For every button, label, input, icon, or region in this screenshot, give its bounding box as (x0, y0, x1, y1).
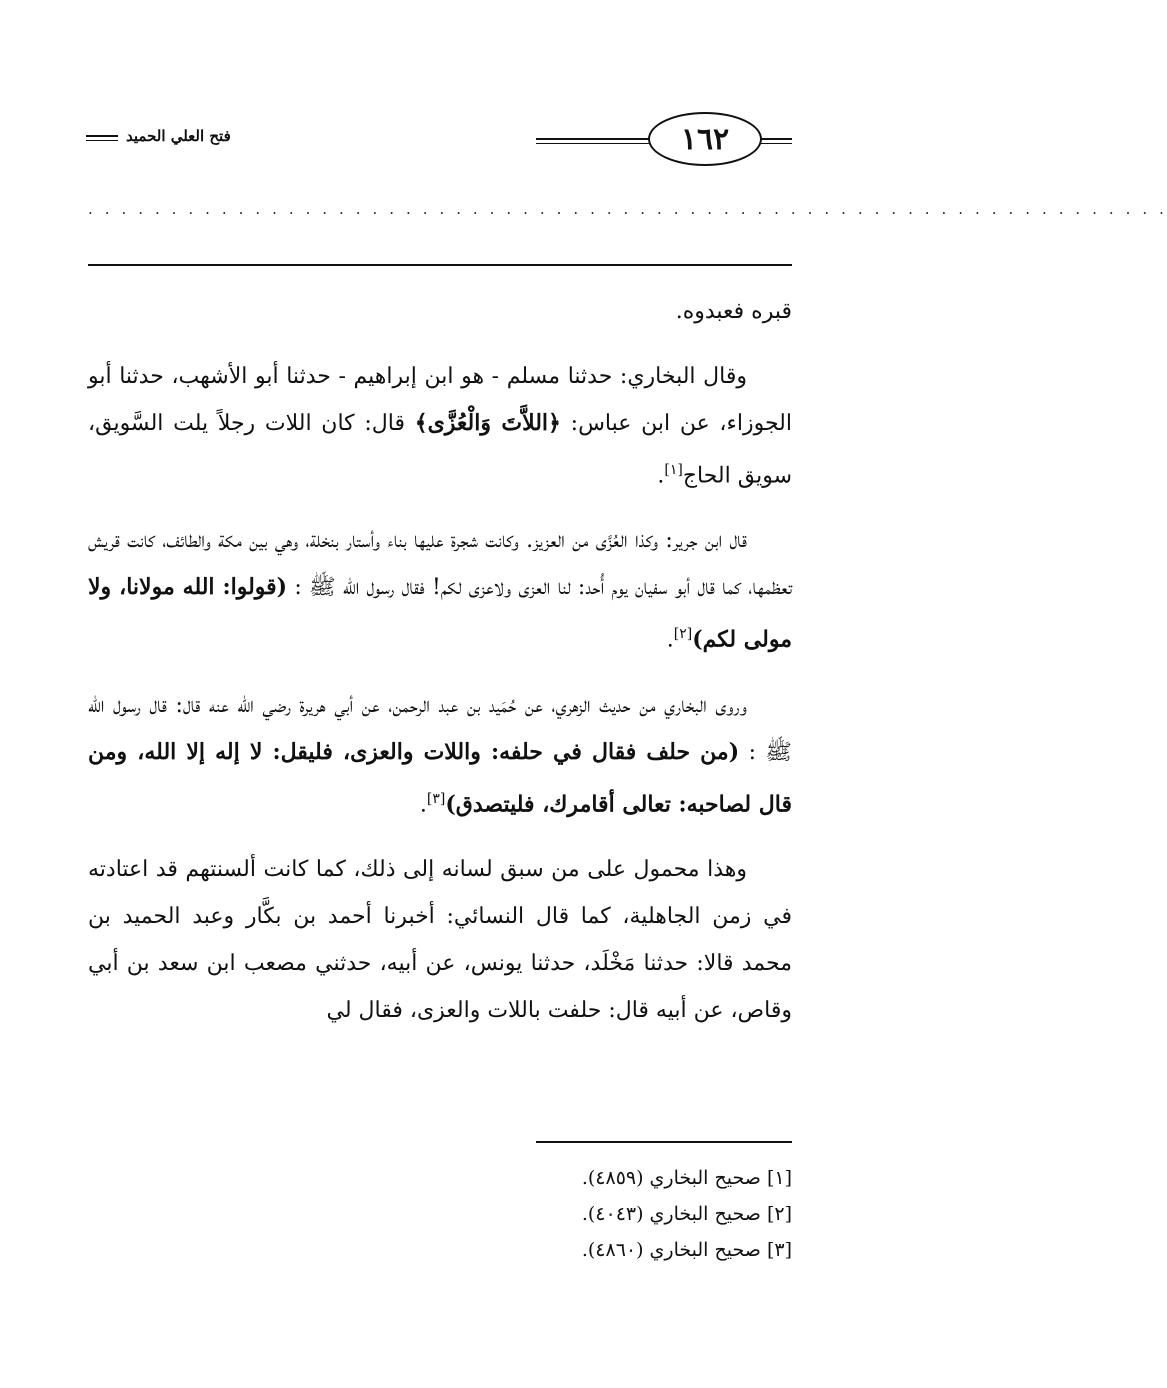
footnote-ref-1[interactable]: [١] (664, 462, 683, 478)
page-number: ١٦٢ (648, 112, 762, 166)
footnote-2: [٢] صحيح البخاري (٤٠٤٣). (581, 1203, 792, 1225)
paragraph-5-text: وهذا محمول على من سبق لسانه إلى ذلك، كما كانت ألسنتهم قد اعتادته في زمن الجاهلية، كما قال النسائي: أخبرنا أحمد بن بكَّار وعبد الحميد بن محمد قالا: حدثنا مَخْلَد، حدثنا يونس، عن أبيه، حدثني مصعب ابن سعد بن أبي وقاص، عن أبيه قال: حلفت باللات والعزى، فقال لي (88, 856, 792, 1023)
footnote-ref-2[interactable]: [٢] (673, 626, 693, 643)
paragraph-4 (88, 682, 792, 828)
paragraph-1-text: قبره فعبدوه. (675, 299, 792, 324)
paragraph-2-text-b: قال: كان اللات رجلاً يلت السَّويق، سويق الحاج (88, 411, 792, 489)
top-rule (88, 264, 792, 266)
paragraph-5 (88, 846, 792, 1034)
footnote-rule (536, 1141, 792, 1143)
paragraph-3-text-a: قال ابن جرير: وكذا العُزَّى من العزيز. وكانت شجرة عليها بناء وأستار بنخلة، وهي بين مكة والطائف، كانت قريش تعظمها، كما قال أبو سفيان يوم أُحد: لنا العزى ولاعزى لكم! فقال رسول الله ﷺ : (88, 528, 792, 601)
paragraph-4-end: . (419, 791, 427, 817)
paragraph-3 (88, 517, 792, 663)
hadith-quote-1: (قولوا: الله مولانا، ولا مولى لكم) (88, 574, 792, 653)
footnote-ref-3[interactable]: [٣] (426, 790, 446, 807)
main-text (88, 288, 792, 1052)
paragraph-2-text-a: وقال البخاري: حدثنا مسلم - هو ابن إبراهيم - حدثنا أبو الأشهب، حدثنا أبو الجوزاء، عن ابن عباس: (88, 364, 792, 436)
paragraph-3-end: . (666, 627, 674, 653)
quran-quote: ﴿اللاَّتَ وَالْعُزَّى﴾ (414, 410, 561, 436)
book-title: فتح العلي الحميد (126, 127, 231, 145)
paragraph-4-text-a: وروى البخاري من حديث الزهري، عن حُمَيد بن عبد الرحمن، عن أبي هريرة رضي الله عنه قال: قال رسول الله ﷺ : (88, 692, 792, 765)
footnote-1: [١] صحيح البخاري (٤٨٥٩). (581, 1167, 792, 1189)
paragraph-1 (88, 288, 792, 335)
dotted-separator: . . . . . . . . . . . . . . . . . . . . . . . . . . . . . . . . . . . . . . . . . . . . . . . . . . . . . . . . . . . . . . . . . (88, 200, 1167, 218)
footnote-3: [٣] صحيح البخاري (٤٨٦٠). (581, 1239, 792, 1261)
hadith-quote-2: (من حلف فقال في حلفه: واللات والعزى، فليقل: لا إله إلا الله، ومن قال لصاحبه: تعالى أقامرك، فليتصدق) (88, 738, 792, 817)
header-dash-ornament (86, 135, 118, 144)
paragraph-2 (88, 353, 792, 499)
footnotes (88, 1160, 792, 1268)
paragraph-2-end: . (657, 463, 665, 489)
